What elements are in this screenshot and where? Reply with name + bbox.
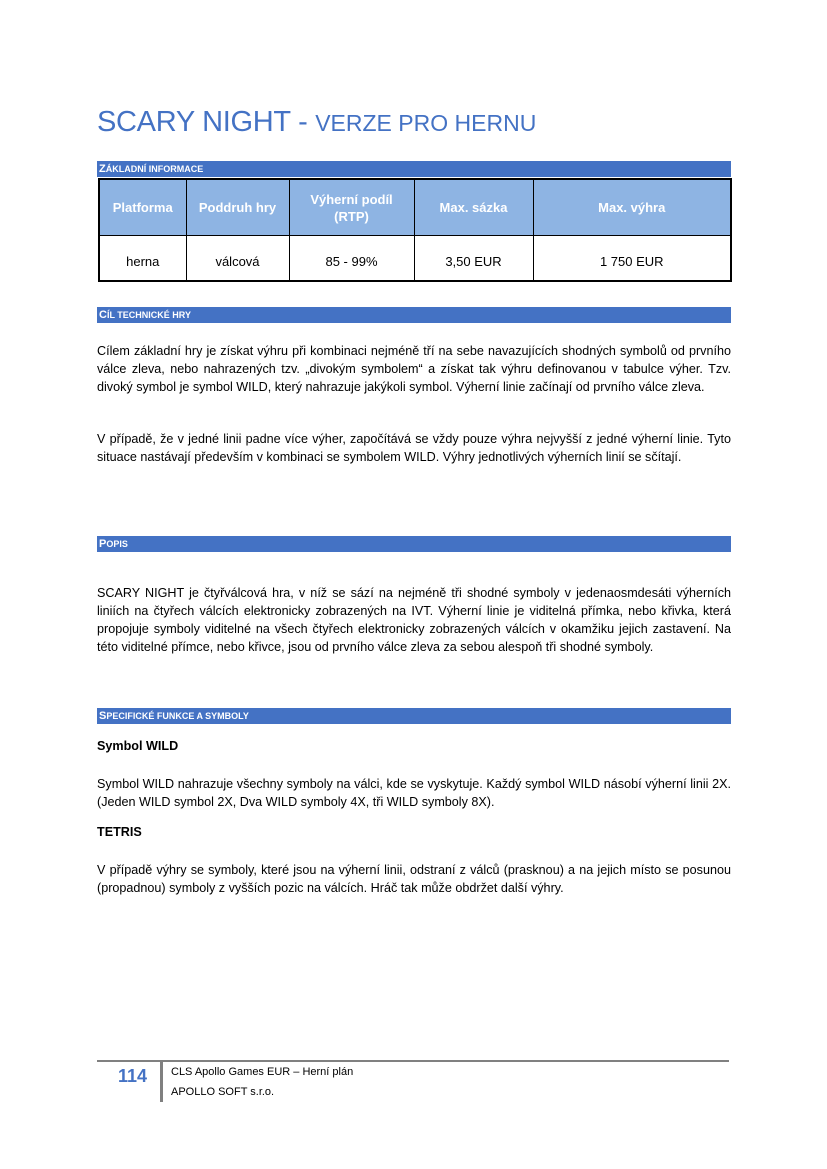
wild-title: Symbol WILD: [97, 739, 179, 753]
table-header-row: [99, 179, 731, 236]
footer-rule: [97, 1060, 729, 1062]
section-heading-description: POPIS: [97, 536, 731, 552]
table-cell-platform: herna: [99, 236, 186, 282]
footer-document-title: CLS Apollo Games EUR – Herní plán: [171, 1066, 354, 1078]
title-separator: -: [298, 106, 308, 138]
goal-paragraph: Cílem základní hry je získat výhru při kombinaci nejméně tří na sebe navazujících shodných symbolů od prvního válce zleva, nebo nahrazených tzv. „divokým symbolem“ a získat tak výhru definovanou v tabulce výher. Tzv. divoký symbol je symbol WILD, který nahrazuje jakýkoli symbol. Výherní linie začínají od prvního válce zleva.: [97, 344, 731, 394]
section-heading-basic-info: ZÁKLADNÍ INFORMACE: [97, 161, 731, 177]
title-subtitle: VERZE PRO HERNU: [315, 110, 537, 136]
table-cell-subtype: válcová: [186, 236, 289, 282]
page-title: [97, 106, 536, 139]
column-header: Max. sázka: [414, 179, 533, 236]
column-header: Výherní podíl (RTP): [289, 179, 414, 236]
basic-info-table: [98, 178, 732, 282]
table-cell-max-bet: 3,50 EUR: [414, 236, 533, 282]
table-cell-rtp: 85 - 99%: [289, 236, 414, 282]
column-header: Poddruh hry: [186, 179, 289, 236]
goal-paragraph: V případě, že v jedné linii padne více výher, započítává se vždy pouze výhra nejvyšší z jedné výherní linie. Tyto situace nastávají především v kombinaci se symbolem WILD. Výhry jednotlivých výherních linií se sčítají.: [97, 432, 731, 464]
column-header: Platforma: [99, 179, 186, 236]
tetris-paragraph: V případě výhry se symboly, které jsou na výherní linii, odstraní z válců (prasknou) a na jejich místo se posunou (propadnou) symboly z vyšších pozic na válcích. Hráč tak může obdržet další výhry.: [97, 863, 731, 895]
description-paragraph: SCARY NIGHT je čtyřválcová hra, v níž se sází na nejméně tři shodné symboly v jedenaosmdesáti výherních liniích na čtyřech válcích elektronicky zobrazených na IVT. Výherní linie je viditelná přímka, nebo křivka, která propojuje symboly viditelné na všech čtyřech elektronicky zobrazených válcích v okamžiku jejich zastavení. Na této viditelné přímce, nebo křivce, jsou od prvního válce zleva za sebou alespoň tři shodné symboly.: [97, 586, 731, 654]
page-number: 114: [118, 1066, 148, 1086]
footer-company: APOLLO SOFT s.r.o.: [171, 1086, 275, 1098]
section-heading-features: SPECIFICKÉ FUNKCE A SYMBOLY: [97, 708, 731, 724]
column-header: Max. výhra: [533, 179, 731, 236]
section-heading-goal: CÍL TECHNICKÉ HRY: [97, 307, 731, 323]
table-cell-max-win: 1 750 EUR: [533, 236, 731, 282]
footer-divider: [160, 1062, 163, 1102]
wild-paragraph: Symbol WILD nahrazuje všechny symboly na válci, kde se vyskytuje. Každý symbol WILD násobí výherní linii 2X. (Jeden WILD symbol 2X, Dva WILD symboly 4X, tři WILD symboly 8X).: [97, 777, 731, 809]
title-main: SCARY NIGHT: [97, 106, 291, 138]
table-row: [99, 236, 731, 282]
tetris-title: TETRIS: [97, 825, 142, 839]
